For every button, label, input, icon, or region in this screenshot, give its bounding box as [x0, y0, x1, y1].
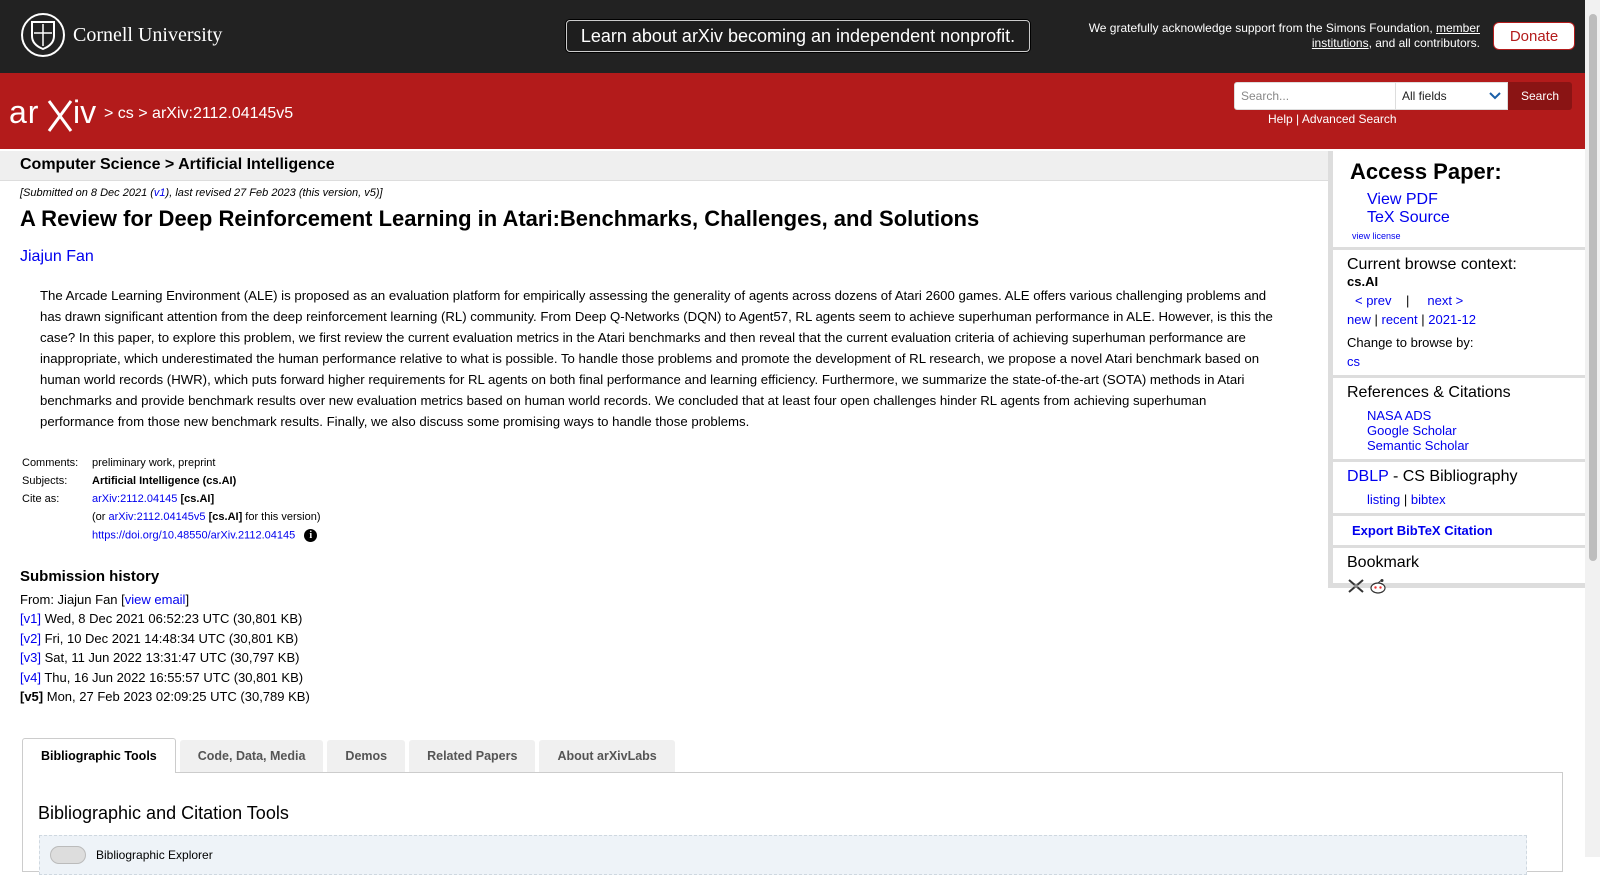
- dblp-link[interactable]: DBLP: [1347, 468, 1389, 485]
- bookmark-icons: [1347, 578, 1585, 594]
- bibtex-link[interactable]: bibtex: [1410, 492, 1446, 507]
- submitter-line: [20, 590, 310, 610]
- labs-tabs: [22, 740, 675, 773]
- tab-related-papers[interactable]: Related Papers: [409, 740, 535, 772]
- pipe-separator: |: [1374, 312, 1378, 327]
- change-browse-row: [1347, 354, 1585, 369]
- breadcrumb-paper-id[interactable]: arXiv:2112.04145v5: [152, 105, 294, 122]
- version-row: [20, 629, 310, 649]
- references-links: [1367, 408, 1585, 453]
- version-text: Sat, 11 Jun 2022 13:31:47 UTC (30,797 KB): [40, 650, 300, 665]
- cite-version-suffix: for this version): [242, 511, 321, 523]
- info-icon[interactable]: i: [304, 529, 317, 542]
- page-scrollbar[interactable]: [1585, 0, 1600, 857]
- subjects-label: Subjects:: [22, 475, 68, 487]
- scrollbar-thumb[interactable]: [1589, 14, 1597, 561]
- submission-history: [20, 567, 310, 707]
- cornell-name: Cornell University: [73, 23, 223, 46]
- donate-button[interactable]: Donate: [1493, 22, 1575, 50]
- dblp-heading: [1347, 468, 1585, 486]
- top-banner: [0, 0, 1585, 73]
- search-links: [1268, 112, 1397, 126]
- references-heading: References & Citations: [1347, 384, 1511, 401]
- access-paper-block: [1333, 151, 1585, 250]
- search-bar: [1234, 82, 1572, 110]
- view-pdf-link[interactable]: View PDF: [1367, 191, 1438, 208]
- cite-row: [20, 491, 322, 509]
- comments-value: preliminary work, preprint: [92, 457, 216, 469]
- cornell-seal-icon: [21, 13, 65, 57]
- export-bibtex-link[interactable]: Export BibTeX Citation: [1352, 523, 1493, 538]
- cite-category: [cs.AI]: [180, 493, 215, 505]
- empty-cell: [20, 509, 90, 527]
- version-row: [20, 668, 310, 688]
- search-field-value: All fields: [1402, 89, 1447, 103]
- version-text: Thu, 16 Jun 2022 16:55:57 UTC (30,801 KB): [40, 669, 304, 685]
- pipe-separator: |: [1421, 312, 1425, 327]
- listing-link[interactable]: listing: [1367, 492, 1401, 507]
- breadcrumb-cs[interactable]: cs: [117, 105, 134, 122]
- version-current-v5: [v5]: [20, 689, 44, 704]
- month-link[interactable]: 2021-12: [1428, 312, 1476, 327]
- view-email-link[interactable]: view email: [124, 591, 186, 607]
- author-link[interactable]: Jiajun Fan: [20, 248, 94, 265]
- search-button[interactable]: Search: [1508, 82, 1572, 110]
- paper-title: A Review for Deep Reinforcement Learning in Atari:Benchmarks, Challenges, and Solutions: [20, 206, 980, 231]
- v1-link[interactable]: v1: [153, 187, 166, 199]
- cite-value: [90, 491, 322, 509]
- comments-row: [20, 455, 322, 473]
- arxiv-header: [0, 73, 1585, 149]
- bookmark-heading: Bookmark: [1347, 554, 1420, 571]
- tex-source-link[interactable]: TeX Source: [1367, 209, 1450, 226]
- browse-cs-link[interactable]: cs: [1347, 354, 1360, 369]
- tab-demos[interactable]: Demos: [327, 740, 405, 772]
- submission-history-heading: Submission history: [20, 568, 160, 585]
- browse-context-value: cs.AI: [1347, 274, 1379, 289]
- search-field-select[interactable]: [1396, 82, 1508, 110]
- support-text: [1080, 21, 1480, 51]
- help-link[interactable]: Help: [1268, 112, 1293, 126]
- google-scholar-link[interactable]: Google Scholar: [1367, 423, 1457, 438]
- chevron-down-icon: [1489, 92, 1501, 100]
- cite-version-value: [90, 509, 322, 527]
- cite-version-prefix: (or: [92, 511, 109, 523]
- pipe-separator: |: [1405, 293, 1410, 308]
- comments-label: Comments:: [22, 457, 79, 469]
- dateline-after: ), last revised 27 Feb 2023 (this version, v5)]: [165, 187, 383, 199]
- version-text: Wed, 8 Dec 2021 06:52:23 UTC (30,801 KB): [40, 611, 303, 626]
- breadcrumb: [104, 105, 293, 123]
- recent-link[interactable]: recent: [1381, 312, 1418, 327]
- abstract: The Arcade Learning Environment (ALE) is proposed as an evaluation platform for empirically assessing the generality of agents across dozens of Atari 2600 games. ALE offers various challenging problems and has drawn significant attention from the deep reinforcement learning (RL) community. From Deep Q-Networks (DQN) to Agent57, RL agents seem to achieve superhuman performance in ALE. However, is this the case? In this paper, to explore this problem, we first review the current evaluation metrics in the Atari benchmarks and then reveal that the current evaluation criteria of achieving superhuman performance are inappropriate, which underestimated the human performance relative to what is possible. To handle those problems and promote the development of RL research, we propose a novel Atari benchmark based on human world records (HWR), which puts forward higher requirements for RL agents on both final performance and learning efficiency. Furthermore, we summarize the state-of-the-art (SOTA) methods in Atari benchmarks and provide benchmark results over new evaluation metrics based on human world records. We concluded that at least four open challenges hinder RL agents from achieving superhuman performance from those new benchmark results. Finally, we also discuss some promising ways to handle those problems.: [40, 288, 1273, 429]
- doi-row: [20, 527, 322, 546]
- cite-version-row: [20, 509, 322, 527]
- search-input[interactable]: [1234, 82, 1396, 110]
- bookmark-block: [1333, 548, 1585, 600]
- breadcrumb-separator: >: [138, 105, 148, 122]
- submission-dateline: [20, 187, 383, 199]
- export-bibtex-block: [1333, 516, 1585, 548]
- dblp-links: [1367, 492, 1585, 507]
- reddit-icon[interactable]: [1369, 578, 1387, 594]
- tab-bibliographic-tools[interactable]: Bibliographic Tools: [22, 738, 176, 773]
- next-link[interactable]: next >: [1427, 293, 1464, 308]
- tab-panel: [22, 772, 1563, 872]
- version-row: [20, 648, 310, 668]
- empty-cell: [20, 527, 90, 546]
- semantic-scholar-link[interactable]: Semantic Scholar: [1367, 438, 1469, 453]
- version-text: Fri, 10 Dec 2021 14:48:34 UTC (30,801 KB): [40, 630, 299, 646]
- version-link-v2[interactable]: [v2]: [20, 630, 41, 646]
- advanced-search-link[interactable]: Advanced Search: [1301, 112, 1397, 126]
- pipe-separator: |: [1403, 492, 1408, 507]
- prev-link[interactable]: < prev: [1355, 293, 1392, 308]
- bibliographic-explorer-toggle[interactable]: [50, 846, 86, 864]
- version-row: [20, 687, 310, 707]
- member-institutions-link[interactable]: member institutions: [1311, 21, 1480, 50]
- new-link[interactable]: new: [1347, 312, 1371, 327]
- tab-panel-heading: Bibliographic and Citation Tools: [38, 803, 289, 823]
- right-sidebar: [1328, 151, 1585, 588]
- cite-id-link[interactable]: arXiv:2112.04145: [92, 493, 178, 505]
- metadata-table: [20, 455, 322, 546]
- tab-about-arxivlabs[interactable]: About arXivLabs: [539, 740, 674, 772]
- cite-version-link[interactable]: arXiv:2112.04145v5: [108, 511, 206, 523]
- breadcrumb-separator: >: [104, 105, 114, 122]
- version-link-v1[interactable]: [v1]: [20, 611, 41, 626]
- dateline-before: [Submitted on 8 Dec 2021 (: [20, 187, 154, 199]
- subject-heading: Computer Science > Artificial Intelligence: [20, 156, 335, 173]
- arxiv-logo-icon[interactable]: [9, 93, 101, 138]
- dblp-suffix: - CS Bibliography: [1388, 468, 1518, 485]
- author-list: [20, 248, 94, 266]
- announcement-banner[interactable]: Learn about arXiv becoming an independent nonprofit.: [566, 20, 1030, 52]
- bibliographic-explorer-label: Bibliographic Explorer: [96, 848, 213, 862]
- cornell-logo[interactable]: [21, 13, 222, 57]
- version-row: [20, 609, 310, 629]
- submitter-suffix: ]: [185, 591, 190, 607]
- version-text: Mon, 27 Feb 2023 02:09:25 UTC (30,789 KB): [43, 689, 310, 704]
- support-text-after: , and all contributors.: [1368, 36, 1480, 50]
- svg-text:iv: iv: [73, 94, 97, 130]
- cite-version-category: [cs.AI]: [208, 511, 243, 523]
- subjects-row: [20, 473, 322, 491]
- doi-value: [90, 527, 322, 546]
- doi-link[interactable]: https://doi.org/10.48550/arXiv.2112.04145: [92, 529, 296, 542]
- subject-header: [0, 151, 1328, 181]
- links-separator: |: [1296, 112, 1300, 126]
- browse-context-heading: Current browse context:: [1347, 256, 1517, 273]
- bibsonomy-icon[interactable]: [1347, 578, 1365, 594]
- change-browse-label: Change to browse by:: [1347, 335, 1474, 350]
- tab-code-data-media[interactable]: Code, Data, Media: [180, 740, 324, 772]
- version-link-v4[interactable]: [v4]: [20, 669, 41, 685]
- svg-text:ar: ar: [9, 94, 40, 130]
- cite-label: Cite as:: [22, 493, 60, 505]
- nasa-ads-link[interactable]: NASA ADS: [1367, 408, 1432, 423]
- prev-next-row: [1355, 293, 1585, 308]
- support-text-before: We gratefully acknowledge support from the Simons Foundation,: [1088, 21, 1436, 35]
- access-paper-heading: Access Paper:: [1350, 159, 1502, 184]
- bibliographic-explorer-row: [39, 835, 1527, 875]
- subjects-value: Artificial Intelligence (cs.AI): [92, 475, 237, 487]
- submitter-prefix: From: Jiajun Fan [: [20, 591, 125, 607]
- recent-row: [1347, 312, 1585, 327]
- browse-context-block: [1333, 250, 1585, 378]
- version-link-v3[interactable]: [v3]: [20, 650, 41, 665]
- dblp-block: [1333, 462, 1585, 516]
- references-block: [1333, 378, 1585, 462]
- view-license-link[interactable]: view license: [1352, 231, 1401, 241]
